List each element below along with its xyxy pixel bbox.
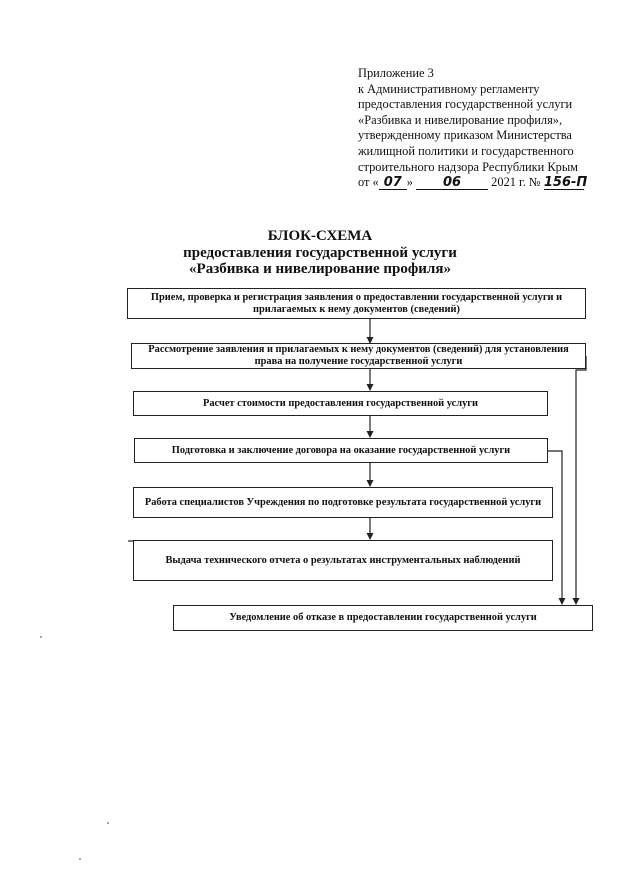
step-cost-box: Расчет стоимости предоставления государственной услуги: [133, 391, 548, 416]
appendix-line: утвержденному приказом Министерства: [358, 128, 572, 143]
appendix-line: жилищной политики и государственного: [358, 143, 574, 158]
date-mid: »: [406, 175, 413, 190]
appendix-line: предоставления государственной услуги: [358, 97, 573, 112]
step-contract-box: Подготовка и заключение договора на оказание государственной услуги: [134, 438, 548, 463]
arrow-step4-to-refusal: [548, 451, 562, 604]
title-line-3: «Разбивка и нивелирование профиля»: [189, 261, 451, 277]
appendix-line: строительного надзора Республики Крым: [358, 159, 579, 174]
appendix-line: к Административному регламенту: [358, 81, 540, 96]
step-intake-box: Прием, проверка и регистрация заявления о предоставлении государственной услуги и прилагаемых к нему документов (сведений): [127, 288, 586, 319]
appendix-line: «Разбивка и нивелирование профиля»,: [358, 112, 563, 127]
scan-speck: [79, 858, 81, 860]
step-report-box: Выдача технического отчета о результатах инструментальных наблюдений: [133, 540, 553, 581]
step-work-box: Работа специалистов Учреждения по подготовке результата государственной услуги: [133, 487, 553, 518]
scan-speck: [107, 822, 109, 824]
scan-speck: [40, 636, 42, 638]
arrow-step2-to-refusal: [576, 356, 586, 604]
title-line-2: предоставления государственной услуги: [183, 244, 457, 261]
title-line-1: БЛОК-СХЕМА: [267, 228, 373, 244]
date-day: 07: [379, 176, 407, 190]
order-number: 156-П: [543, 175, 588, 191]
date-prefix: от «: [358, 175, 379, 190]
date-year: 2021 г. №: [491, 175, 541, 190]
date-month: 06: [416, 176, 488, 190]
appendix-line: Приложение 3: [358, 66, 434, 80]
step-review-box: Рассмотрение заявления и прилагаемых к нему документов (сведений) для установления права на получение государственной услуги: [131, 343, 586, 369]
step-refusal-box: Уведомление об отказе в предоставлении государственной услуги: [173, 605, 593, 631]
